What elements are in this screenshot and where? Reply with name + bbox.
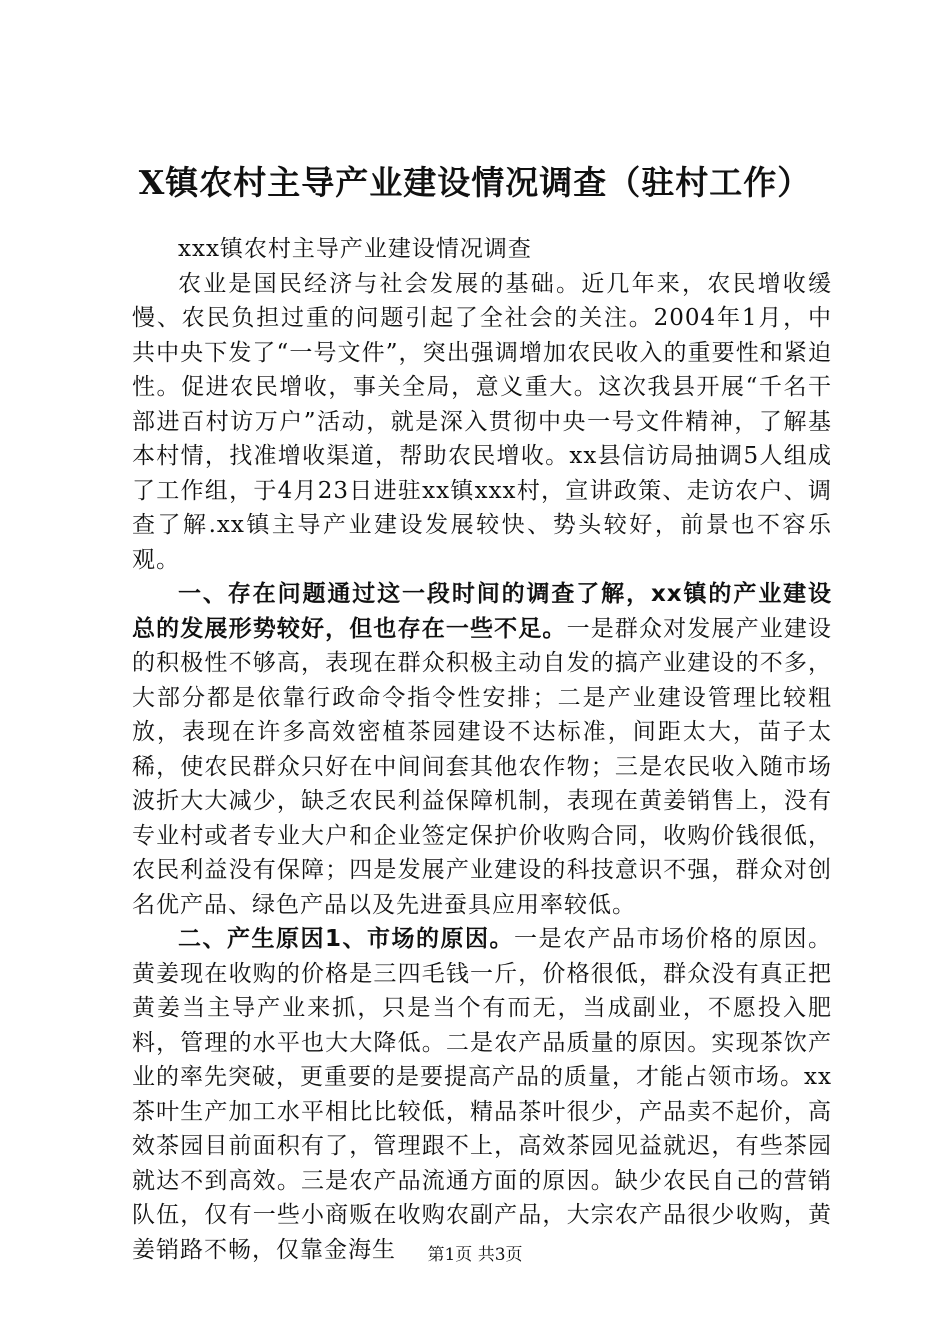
paragraph-problems [132, 577, 832, 922]
paragraph-causes [132, 922, 832, 1267]
document-subtitle: xxx镇农村主导产业建设情况调查 [178, 236, 532, 262]
section-heading-problems: 一、存在问题通过这一段时间的调查了解，xx镇的产业建设总的发展形势较好，但也存在一些不足。 [132, 581, 832, 642]
document-title: X镇农村主导产业建设情况调查（驻村工作） [138, 163, 812, 202]
page-number-footer: 第1页 共3页 [427, 1245, 523, 1265]
paragraph-causes-text: 一是农产品市场价格的原因。黄姜现在收购的价格是三四毛钱一斤，价格很低，群众没有真正把黄姜当主导产业来抓，只是当个有而无，当成副业，不愿投入肥料，管理的水平也大大降低。二是农产品质量的原因。实现茶饮产业的率先突破，更重要的是要提高产品的质量，才能占领市场。xx茶叶生产加工水平相比比较低，精品茶叶很少，产品卖不起价，高效茶园目前面积有了，管理跟不上，高效茶园见益就迟，有些茶园就达不到高效。三是农产品流通方面的原因。缺少农民自己的营销队伍，仅有一些小商贩在收购农副产品，大宗农产品很少收购，黄姜销路不畅，仅靠金海生 [132, 926, 832, 1263]
section-heading-causes: 二、产生原因1、市场的原因。 [178, 926, 514, 952]
document-body [132, 232, 832, 1267]
paragraph-problems-text: 一是群众对发展产业建设的积极性不够高，表现在群众积极主动自发的搞产业建设的不多，大部分都是依靠行政命令指令性安排；二是产业建设管理比较粗放，表现在许多高效密植茶园建设不达标准，间距太大，苗子太稀，使农民群众只好在中间间套其他农作物；三是农民收入随市场波折大大减少，缺乏农民利益保障机制，表现在黄姜销售上，没有专业村或者专业大户和企业签定保护价收购合同，收购价钱很低，农民利益没有保障；四是发展产业建设的科技意识不强，群众对创名优产品、绿色产品以及先进蚕具应用率较低。 [132, 615, 833, 918]
paragraph-intro-text: 农业是国民经济与社会发展的基础。近几年来，农民增收缓慢、农民负担过重的问题引起了全社会的关注。2004年1月，中共中央下发了“一号文件”，突出强调增加农民收入的重要性和紧迫性。促进农民增收，事关全局，意义重大。这次我县开展“千名干部进百村访万户”活动，就是深入贯彻中央一号文件精神，了解基本村情，找准增收渠道，帮助农民增收。xx县信访局抽调5人组成了工作组，于4月23日进驻xx镇xxx村，宣讲政策、走访农户、调查了解.xx镇主导产业建设发展较快、势头较好，前景也不容乐观。 [132, 270, 832, 573]
paragraph-intro [132, 267, 832, 578]
